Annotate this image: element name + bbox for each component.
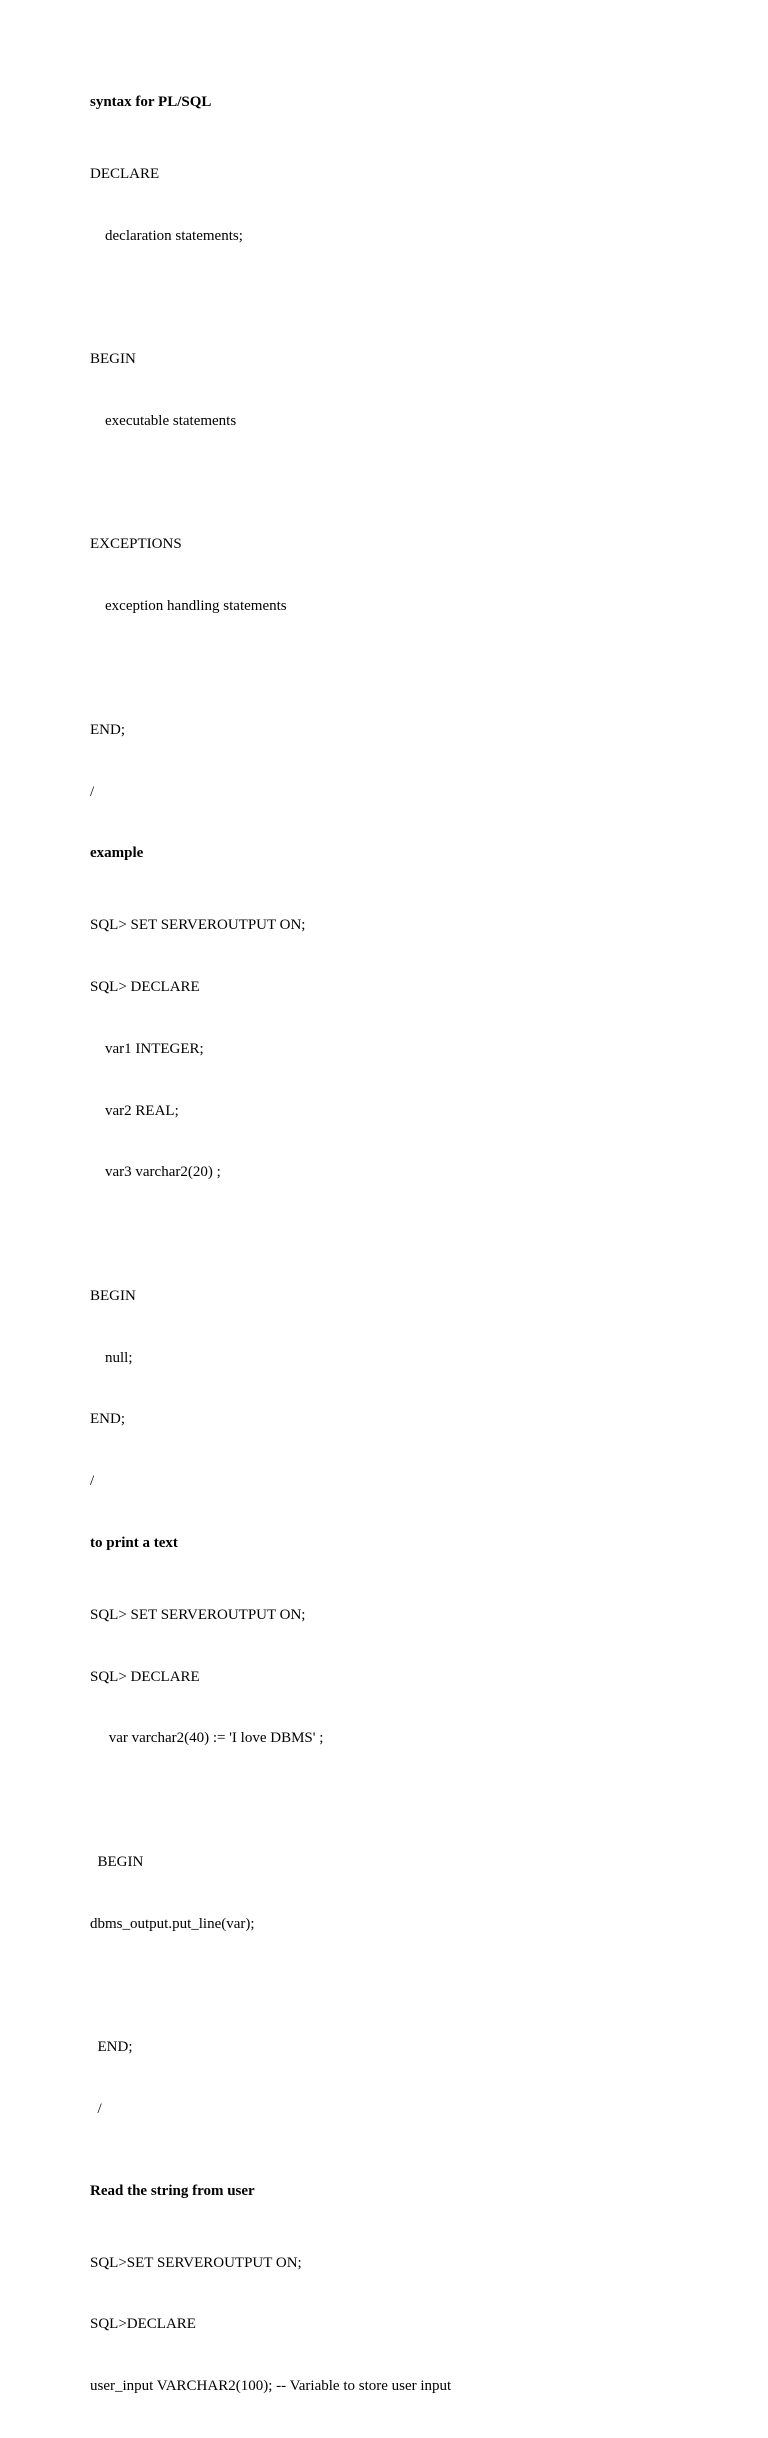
code-line: declaration statements; <box>90 227 243 244</box>
code-line: var1 INTEGER; <box>90 1040 204 1057</box>
code-line <box>90 287 730 308</box>
code-line <box>90 1975 730 1996</box>
code-line: / <box>90 2101 102 2117</box>
code-block-syntax <box>90 123 730 844</box>
code-block-example <box>90 874 730 1533</box>
code-line: / <box>90 1473 95 1490</box>
code-line: BEGIN <box>90 1287 136 1304</box>
code-line: executable statements <box>90 412 237 429</box>
code-line: DECLARE <box>90 165 160 182</box>
code-line: BEGIN <box>90 351 136 368</box>
section-heading-read-string: Read the string from user <box>90 2182 255 2199</box>
section-heading-syntax: syntax for PL/SQL <box>90 94 212 110</box>
code-line: END; <box>90 1411 125 1428</box>
code-line: var varchar2(40) := 'I love DBMS' ; <box>90 1730 324 1747</box>
code-line: SQL> SET SERVEROUTPUT ON; <box>90 1606 306 1623</box>
section-heading-print-text: to print a text <box>90 1534 178 1551</box>
code-line: END; <box>90 2039 133 2056</box>
code-line <box>90 1790 730 1811</box>
code-line: null; <box>90 1349 133 1366</box>
code-line: SQL>SET SERVEROUTPUT ON; <box>90 2254 302 2271</box>
code-line: SQL> DECLARE <box>90 978 200 995</box>
code-line: dbms_output.put_line(var); <box>90 1915 255 1932</box>
code-line: / <box>90 783 95 800</box>
code-line: SQL> SET SERVEROUTPUT ON; <box>90 917 306 934</box>
code-line <box>90 1224 730 1245</box>
code-line: BEGIN <box>90 1853 144 1870</box>
code-line: exception handling statements <box>90 598 287 615</box>
code-line: var3 varchar2(20) ; <box>90 1164 221 1181</box>
code-line <box>90 658 730 679</box>
code-line: SQL>DECLARE <box>90 2316 196 2333</box>
document-page <box>90 92 730 2438</box>
code-line: SQL> DECLARE <box>90 1668 200 1685</box>
code-line: var2 REAL; <box>90 1102 179 1119</box>
section-heading-example: example <box>90 845 144 862</box>
code-line: EXCEPTIONS <box>90 536 182 553</box>
code-block-print-text <box>90 1564 730 2161</box>
code-line <box>90 473 730 494</box>
code-line: END; <box>90 721 125 738</box>
code-line: user_input VARCHAR2(100); -- Variable to store user input <box>90 2378 452 2395</box>
code-block-read-string <box>90 2211 730 2438</box>
